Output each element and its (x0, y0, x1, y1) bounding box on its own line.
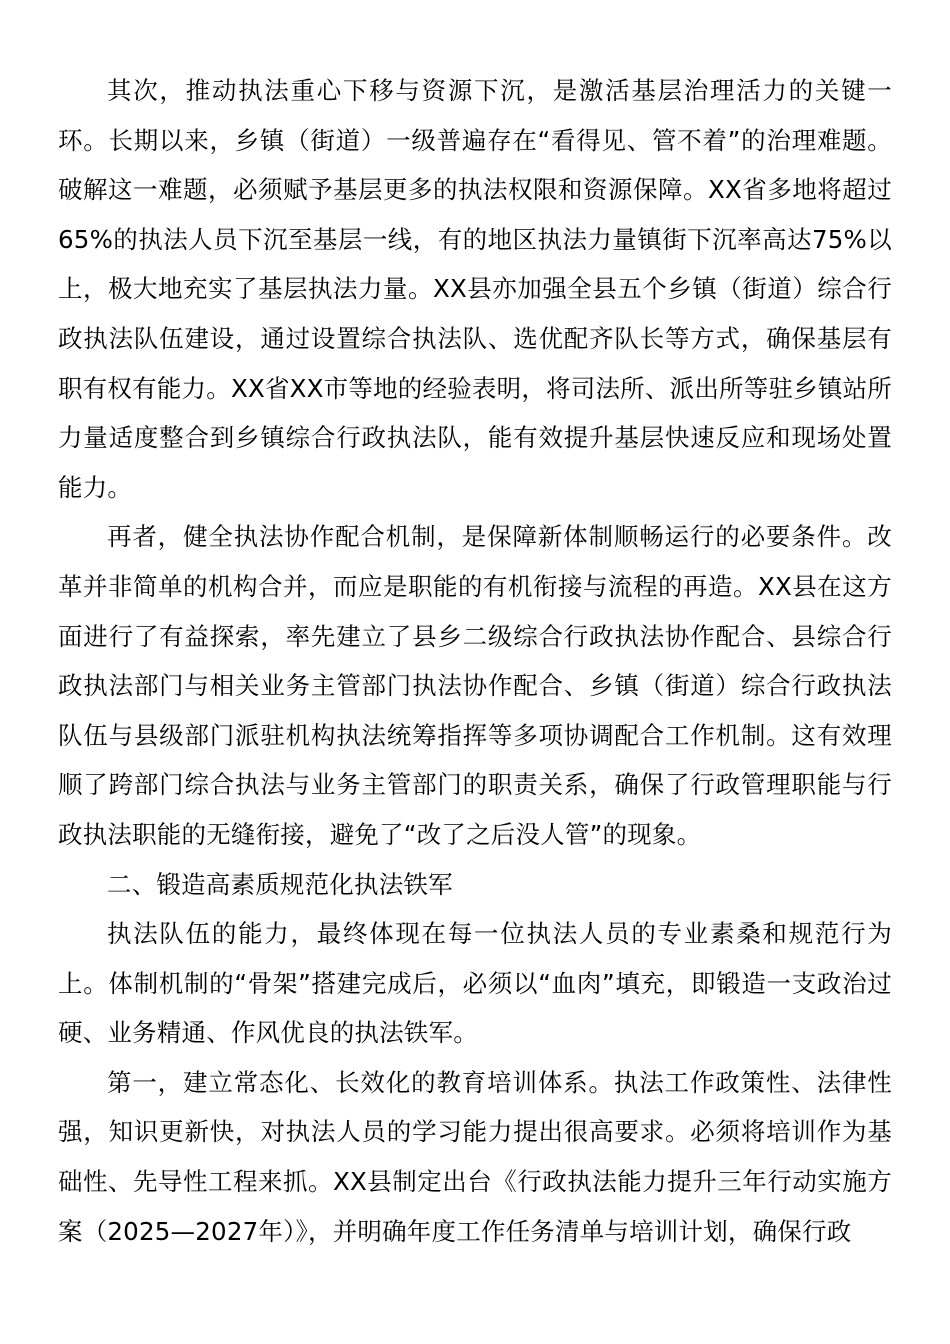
paragraph-team-capability: 执法队伍的能力，最终体现在每一位执法人员的专业素桑和规范行为上。体制机制的“骨架”搭建完成后，必须以“血肉”填充，即锻造一支政治过硬、业务精通、作风优良的执法铁军。 (58, 919, 892, 1048)
paragraph-coordination-mechanism: 再者，健全执法协作配合机制，是保障新体制顺畅运行的必要条件。改革并非简单的机构合并，而应是职能的有机衔接与流程的再造。XX县在这方面进行了有益探索，率先建立了县乡二级综合行政执法协作配合、县综合行政执法部门与相关业务主管部门执法协作配合、乡镇（街道）综合行政执法队伍与县级部门派驻机构执法统筹指挥等多项协调配合工作机制。这有效理顺了跨部门综合执法与业务主管部门的职责关系，确保了行政管理职能与行政执法职能的无缝衔接，避免了“改了之后没人管”的现象。 (58, 522, 892, 849)
document-page (58, 66, 892, 1256)
section-heading: 二、锻造高素质规范化执法铁军 (107, 869, 453, 899)
paragraph-execution-downshift: 其次，推动执法重心下移与资源下沉，是激活基层治理活力的关键一环。长期以来，乡镇（街道）一级普遍存在“看得见、管不着”的治理难题。破解这一难题，必须赋予基层更多的执法权限和资源保障。XX省多地将超过65%的执法人员下沉至基层一线，有的地区执法力量镇街下沉率高达75%以上，极大地充实了基层执法力量。XX县亦加强全县五个乡镇（街道）综合行政执法队伍建设，通过设置综合执法队、选优配齐队长等方式，确保基层有职有权有能力。XX省XX市等地的经验表明，将司法所、派出所等驻乡镇站所力量适度整合到乡镇综合行政执法队，能有效提升基层快速反应和现场处置能力。 (58, 76, 892, 502)
paragraph-training-system: 第一，建立常态化、长效化的教育培训体系。执法工作政策性、法律性强，知识更新快，对执法人员的学习能力提出很高要求。必须将培训作为基础性、先导性工程来抓。XX县制定出台《行政执法能力提升三年行动实施方案（2025—2027年）》，并明确年度工作任务清单与培训计划，确保行政 (58, 1067, 892, 1246)
